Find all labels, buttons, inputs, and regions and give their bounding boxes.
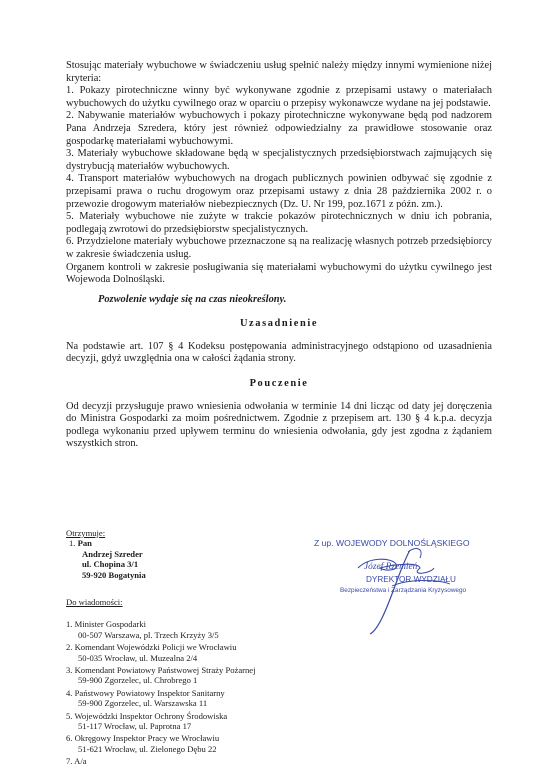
copy-item xyxy=(66,711,256,732)
recipient-city: 59-920 Bogatynia xyxy=(82,569,146,580)
criterion-2: 2. Nabywanie materiałów wybuchowych i pokazy pirotechniczne wykonywane będą pod nadzorem Pana Andrzeja Szredera, który jest również odpowiedzialny za prawidłowe stosowanie oraz gospodarkę materiałami wybuchowymi. xyxy=(66,110,492,147)
copy-item-name: 2. Komendant Wojewódzki Policji we Wrocławiu xyxy=(66,642,237,653)
recipients-title: Otrzymuje: xyxy=(66,528,106,538)
copy-item xyxy=(66,665,256,686)
recipient-name: Andrzej Szreder xyxy=(82,548,143,559)
justification-heading: Uzasadnienie xyxy=(239,318,319,330)
criterion-1: 1. Pokazy pirotechniczne winny być wykonywane zgodnie z przepisami ustawy o materiałach wybuchowych do użytku cywilnego oraz w oparciu o przepisy wykonawcze wydane na jej podstawie. xyxy=(66,85,492,109)
copy-item xyxy=(66,733,256,754)
official-stamp xyxy=(300,528,500,628)
stamp-department: Bezpieczeństwa i Zarządzania Kryzysowego xyxy=(340,587,467,594)
copy-item-address: 51-621 Wrocław, ul. Zielonego Dębu 22 xyxy=(78,743,217,754)
stamp-signatory: Józef Rzemień xyxy=(364,562,418,572)
recipient-street: ul. Chopina 3/1 xyxy=(82,559,139,570)
copy-item-address: 59-900 Zgorzelec, ul. Chrobrego 1 xyxy=(78,675,198,686)
justification-text: Na podstawie art. 107 § 4 Kodeksu postępowania administracyjnego odstąpiono od uzasadnienia decyzji, gdyż uwzględnia ona w całości żądania strony. xyxy=(66,340,492,365)
control-authority: Organem kontroli w zakresie posługiwania się materiałami wybuchowymi do użytku cywilnego jest Wojewoda Dolnośląski. xyxy=(66,261,492,286)
recipients-block xyxy=(66,528,146,580)
copy-item-address: 59-900 Zgorzelec, ul. Warszawska 11 xyxy=(78,698,208,709)
criterion-6: 6. Przydzielone materiały wybuchowe przeznaczone są na realizację własnych potrzeb przedsiębiorcy w zakresie świadczenia usług. xyxy=(66,236,492,260)
copies-block xyxy=(66,597,256,767)
criterion-5: 5. Materiały wybuchowe nie zużyte w trakcie pokazów pirotechnicznych w dniu ich pobrania, podlegają zwrotowi do przedsiębiorstw specjalistycznych. xyxy=(66,211,492,235)
stamp-position: DYREKTOR WYDZIAŁU xyxy=(366,575,456,584)
criterion-3: 3. Materiały wybuchowe składowane będą w specjalistycznych przedsiębiorstwach zajmujących się dystrybucją materiałów wybuchowych. xyxy=(66,148,492,172)
criterion-4: 4. Transport materiałów wybuchowych na drogach publicznych powinien odbywać się zgodnie z przepisami prawa o ruchu drogowym oraz przepisami ustawy z dnia 28 października 2002 r. o przewozie drogowym materiałów niebezpiecznych (Dz. U. Nr 199, poz.1671 z późn. zm.). xyxy=(66,173,492,210)
copy-item-name: 6. Okręgowy Inspektor Pracy we Wrocławiu xyxy=(66,733,220,744)
copy-item-name: 3. Komendant Powiatowy Państwowej Straży Pożarnej xyxy=(66,665,256,676)
recipient-entry xyxy=(66,538,146,580)
copy-item-name: 5. Wojewódzki Inspektor Ochrony Środowiska xyxy=(66,710,228,721)
recipient-salutation: Pan xyxy=(77,538,92,549)
instruction-heading: Pouczenie xyxy=(249,378,309,390)
copy-item xyxy=(66,756,256,766)
stamp-authority: Z up. WOJEWODY DOLNOŚLĄSKIEGO xyxy=(314,538,470,548)
decision-body xyxy=(66,60,492,451)
copy-item-address: 50-035 Wrocław, ul. Muzealna 2/4 xyxy=(78,652,198,663)
copies-title: Do wiadomości: xyxy=(66,597,123,607)
copy-item-name: 7. A/a xyxy=(66,756,87,767)
copy-item xyxy=(66,619,256,640)
recipient-number: 1. xyxy=(69,538,76,549)
copy-item-name: 1. Minister Gospodarki xyxy=(66,619,146,630)
copy-item xyxy=(66,642,256,663)
criteria-intro: Stosując materiały wybuchowe w świadczeniu usług spełnić należy między innymi wymienione niżej kryteria: xyxy=(66,60,492,84)
copy-item-address: 51-117 Wrocław, ul. Paprotna 17 xyxy=(78,721,192,732)
copy-item-name: 4. Państwowy Powiatowy Inspektor Sanitarny xyxy=(66,687,225,698)
instruction-text: Od decyzji przysługuje prawo wniesienia odwołania w terminie 14 dni licząc od daty jej doręczenia do Ministra Gospodarki za moim pośrednictwem. Zgodnie z przepisem art. 130 § 4 k.p.a. decyzja podlega wykonaniu przed upływem terminu do wniesienia odwołania, gdy jest zgodna z żądaniem wszystkich stron. xyxy=(66,400,492,450)
copy-item-address: 00-507 Warszawa, pl. Trzech Krzyży 3/5 xyxy=(78,629,219,640)
copy-item xyxy=(66,688,256,709)
decision-statement: Pozwolenie wydaje się na czas nieokreślony. xyxy=(98,293,287,305)
